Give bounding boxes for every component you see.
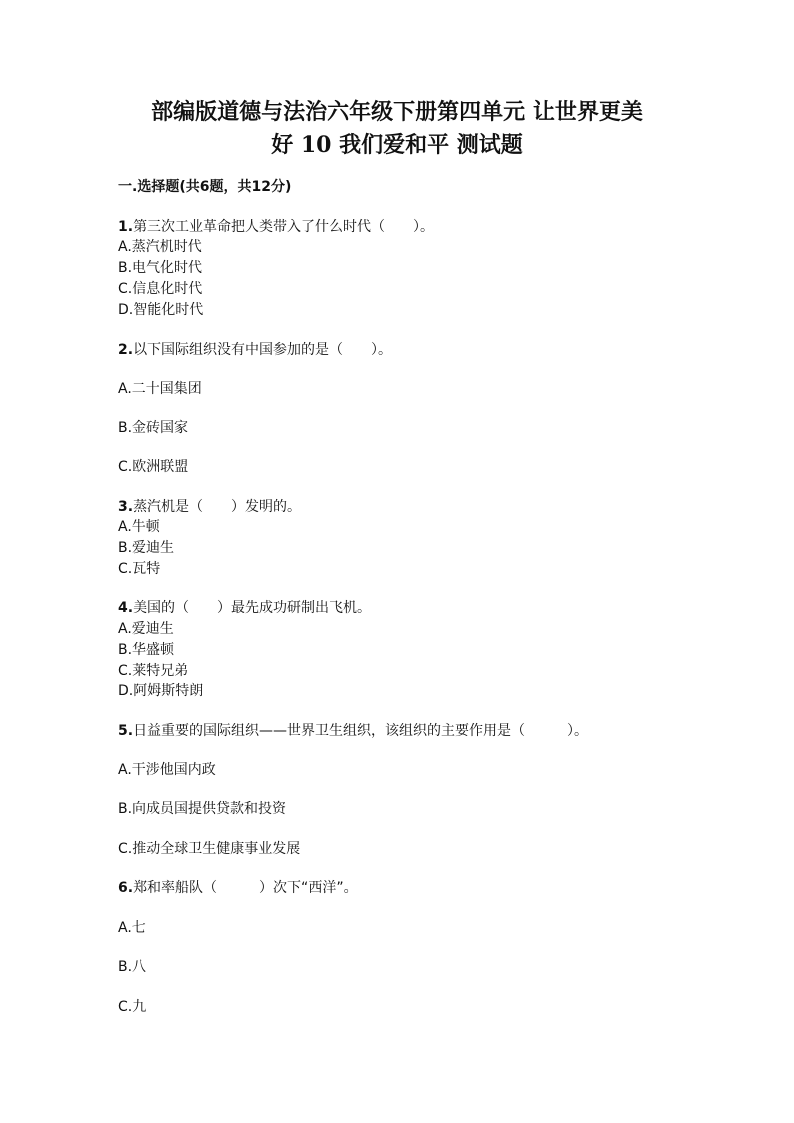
- document-title-line-1: 部编版道德与法治六年级下册第四单元 让世界更美: [151, 99, 643, 125]
- question-2-option-b: B.金砖国家: [118, 420, 189, 436]
- question-2: [118, 340, 392, 360]
- question-3: [118, 497, 301, 517]
- question-2-option-a: A.二十国集团: [118, 381, 202, 397]
- question-stem: 郑和率船队（ ）次下“西洋”。: [133, 880, 358, 896]
- question-4: [118, 598, 371, 618]
- document-title-line-2: 好 10 我们爱和平 测试题: [271, 132, 523, 158]
- question-1-option-d: D.智能化时代: [118, 302, 204, 318]
- question-stem: 第三次工业革命把人类带入了什么时代（ ）。: [133, 219, 435, 235]
- question-3-option-a: A.牛顿: [118, 519, 160, 535]
- question-4-option-d: D.阿姆斯特朗: [118, 683, 204, 699]
- question-1-option-c: C.信息化时代: [118, 281, 203, 297]
- question-4-option-a: A.爱迪生: [118, 621, 174, 637]
- question-stem: 蒸汽机是（ ）发明的。: [133, 499, 302, 515]
- question-stem: 日益重要的国际组织——世界卫生组织，该组织的主要作用是（ ）。: [133, 723, 589, 739]
- question-2-option-c: C.欧洲联盟: [118, 459, 189, 475]
- question-1-option-a: A.蒸汽机时代: [118, 239, 202, 255]
- question-1: [118, 217, 434, 237]
- question-number: 2.: [118, 342, 134, 358]
- question-5-option-b: B.向成员国提供贷款和投资: [118, 801, 287, 817]
- question-stem: 美国的（ ）最先成功研制出飞机。: [133, 600, 372, 616]
- question-number: 4.: [118, 600, 134, 616]
- question-6: [118, 878, 358, 898]
- question-4-option-b: B.华盛顿: [118, 642, 175, 658]
- question-number: 1.: [118, 219, 134, 235]
- question-number: 5.: [118, 723, 134, 739]
- question-6-option-b: B.八: [118, 959, 147, 975]
- question-1-option-b: B.电气化时代: [118, 260, 203, 276]
- question-3-option-c: C.瓦特: [118, 561, 161, 577]
- question-5-option-a: A.干涉他国内政: [118, 762, 216, 778]
- question-4-option-c: C.莱特兄弟: [118, 663, 189, 679]
- question-3-option-b: B.爱迪生: [118, 540, 175, 556]
- question-5-option-c: C.推动全球卫生健康事业发展: [118, 841, 301, 857]
- question-6-option-c: C.九: [118, 999, 147, 1015]
- section-heading: 一.选择题(共6题，共12分): [118, 179, 292, 195]
- question-5: [118, 721, 588, 741]
- question-number: 6.: [118, 880, 134, 896]
- question-number: 3.: [118, 499, 134, 515]
- question-6-option-a: A.七: [118, 920, 146, 936]
- question-stem: 以下国际组织没有中国参加的是（ ）。: [133, 342, 393, 358]
